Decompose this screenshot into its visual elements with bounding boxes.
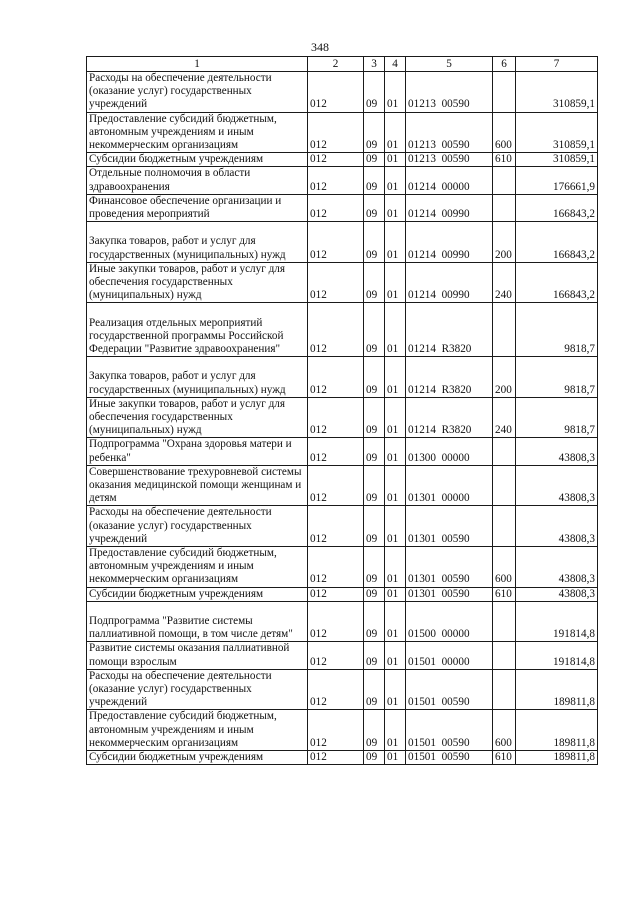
row-name-cell: Подпрограмма "Охрана здоровья матери и ребенка" (87, 438, 308, 465)
row-target-article-cell: 01214 00990 (406, 194, 493, 221)
row-expense-type-cell: 610 (493, 587, 516, 601)
row-expense-type-cell: 610 (493, 153, 516, 167)
table-header (87, 57, 598, 72)
table-row (87, 397, 598, 438)
row-expense-type-cell: 240 (493, 262, 516, 303)
header-col-4: 4 (385, 57, 406, 72)
row-subsection-cell: 01 (385, 506, 406, 547)
row-section-cell: 09 (364, 194, 385, 221)
header-col-2: 2 (308, 57, 364, 72)
row-section-cell: 09 (364, 547, 385, 588)
row-target-article-cell: 01300 00000 (406, 438, 493, 465)
row-name-cell: Реализация отдельных мероприятий государственной программы Российской Федерации "Развитие здравоохранения" (87, 303, 308, 357)
row-amount-cell: 310859,1 (516, 112, 598, 153)
row-section-cell: 09 (364, 438, 385, 465)
row-expense-type-cell (493, 465, 516, 506)
page-number: 348 (311, 40, 329, 54)
row-subsection-cell: 01 (385, 397, 406, 438)
row-grbs-cell: 012 (308, 587, 364, 601)
row-subsection-cell: 01 (385, 465, 406, 506)
table-row (87, 751, 598, 765)
table-row (87, 303, 598, 357)
row-target-article-cell: 01213 00590 (406, 153, 493, 167)
row-amount-cell: 310859,1 (516, 153, 598, 167)
row-expense-type-cell: 600 (493, 112, 516, 153)
header-col-6: 6 (493, 57, 516, 72)
row-target-article-cell: 01214 R3820 (406, 303, 493, 357)
row-section-cell: 09 (364, 751, 385, 765)
row-name-cell: Иные закупки товаров, работ и услуг для обеспечения государственных (муниципальных) нужд (87, 262, 308, 303)
table-row (87, 587, 598, 601)
table-row (87, 357, 598, 398)
row-subsection-cell: 01 (385, 222, 406, 263)
row-name-cell: Предоставление субсидий бюджетным, автономным учреждениям и иным некоммерческим организациям (87, 112, 308, 153)
table-row (87, 642, 598, 669)
row-grbs-cell: 012 (308, 669, 364, 710)
row-grbs-cell: 012 (308, 601, 364, 642)
row-section-cell: 09 (364, 262, 385, 303)
row-grbs-cell: 012 (308, 194, 364, 221)
row-amount-cell: 43808,3 (516, 438, 598, 465)
row-amount-cell: 43808,3 (516, 587, 598, 601)
table-row (87, 262, 598, 303)
row-grbs-cell: 012 (308, 357, 364, 398)
row-subsection-cell: 01 (385, 72, 406, 113)
table-row (87, 465, 598, 506)
row-amount-cell: 9818,7 (516, 303, 598, 357)
row-name-cell: Предоставление субсидий бюджетным, автономным учреждениям и иным некоммерческим организациям (87, 547, 308, 588)
row-section-cell: 09 (364, 112, 385, 153)
row-target-article-cell: 01301 00590 (406, 506, 493, 547)
row-target-article-cell: 01213 00590 (406, 112, 493, 153)
row-name-cell: Закупка товаров, работ и услуг для государственных (муниципальных) нужд (87, 222, 308, 263)
row-expense-type-cell (493, 303, 516, 357)
row-grbs-cell: 012 (308, 262, 364, 303)
row-amount-cell: 189811,8 (516, 669, 598, 710)
row-expense-type-cell: 610 (493, 751, 516, 765)
row-target-article-cell: 01213 00590 (406, 72, 493, 113)
table-row (87, 438, 598, 465)
row-grbs-cell: 012 (308, 153, 364, 167)
row-grbs-cell: 012 (308, 397, 364, 438)
row-grbs-cell: 012 (308, 167, 364, 194)
row-name-cell: Закупка товаров, работ и услуг для государственных (муниципальных) нужд (87, 357, 308, 398)
row-subsection-cell: 01 (385, 112, 406, 153)
row-subsection-cell: 01 (385, 153, 406, 167)
row-amount-cell: 176661,9 (516, 167, 598, 194)
row-grbs-cell: 012 (308, 710, 364, 751)
row-target-article-cell: 01500 00000 (406, 601, 493, 642)
row-expense-type-cell (493, 167, 516, 194)
header-col-1: 1 (87, 57, 308, 72)
table-row (87, 167, 598, 194)
row-amount-cell: 166843,2 (516, 222, 598, 263)
row-grbs-cell: 012 (308, 72, 364, 113)
row-grbs-cell: 012 (308, 465, 364, 506)
row-subsection-cell: 01 (385, 357, 406, 398)
row-subsection-cell: 01 (385, 601, 406, 642)
row-name-cell: Иные закупки товаров, работ и услуг для обеспечения государственных (муниципальных) нужд (87, 397, 308, 438)
row-section-cell: 09 (364, 587, 385, 601)
row-section-cell: 09 (364, 642, 385, 669)
row-amount-cell: 191814,8 (516, 642, 598, 669)
row-section-cell: 09 (364, 465, 385, 506)
table-row (87, 153, 598, 167)
row-amount-cell: 43808,3 (516, 547, 598, 588)
header-row (87, 57, 598, 72)
row-target-article-cell: 01501 00590 (406, 710, 493, 751)
row-subsection-cell: 01 (385, 262, 406, 303)
row-name-cell: Субсидии бюджетным учреждениям (87, 587, 308, 601)
row-subsection-cell: 01 (385, 751, 406, 765)
row-target-article-cell: 01301 00000 (406, 465, 493, 506)
row-grbs-cell: 012 (308, 303, 364, 357)
table-row (87, 710, 598, 751)
row-expense-type-cell: 200 (493, 222, 516, 263)
row-target-article-cell: 01501 00000 (406, 642, 493, 669)
table-row (87, 222, 598, 263)
row-subsection-cell: 01 (385, 438, 406, 465)
header-col-3: 3 (364, 57, 385, 72)
row-name-cell: Расходы на обеспечение деятельности (оказание услуг) государственных учреждений (87, 506, 308, 547)
row-target-article-cell: 01301 00590 (406, 587, 493, 601)
table-row (87, 72, 598, 113)
row-grbs-cell: 012 (308, 506, 364, 547)
row-expense-type-cell (493, 506, 516, 547)
table-row (87, 112, 598, 153)
row-section-cell: 09 (364, 506, 385, 547)
row-grbs-cell: 012 (308, 642, 364, 669)
row-subsection-cell: 01 (385, 547, 406, 588)
row-subsection-cell: 01 (385, 710, 406, 751)
row-grbs-cell: 012 (308, 112, 364, 153)
row-amount-cell: 189811,8 (516, 751, 598, 765)
row-amount-cell: 43808,3 (516, 465, 598, 506)
row-name-cell: Подпрограмма "Развитие системы паллиативной помощи, в том числе детям" (87, 601, 308, 642)
row-section-cell: 09 (364, 222, 385, 263)
table-row (87, 194, 598, 221)
row-subsection-cell: 01 (385, 669, 406, 710)
row-expense-type-cell: 600 (493, 547, 516, 588)
row-expense-type-cell (493, 601, 516, 642)
row-section-cell: 09 (364, 397, 385, 438)
header-col-7: 7 (516, 57, 598, 72)
row-amount-cell: 43808,3 (516, 506, 598, 547)
row-name-cell: Отдельные полномочия в области здравоохранения (87, 167, 308, 194)
row-amount-cell: 310859,1 (516, 72, 598, 113)
header-col-5: 5 (406, 57, 493, 72)
row-amount-cell: 9818,7 (516, 397, 598, 438)
row-name-cell: Совершенствование трехуровневой системы оказания медицинской помощи женщинам и детям (87, 465, 308, 506)
row-name-cell: Субсидии бюджетным учреждениям (87, 153, 308, 167)
row-section-cell: 09 (364, 167, 385, 194)
row-section-cell: 09 (364, 601, 385, 642)
row-name-cell: Субсидии бюджетным учреждениям (87, 751, 308, 765)
row-section-cell: 09 (364, 72, 385, 113)
row-target-article-cell: 01501 00590 (406, 751, 493, 765)
row-target-article-cell: 01214 00990 (406, 222, 493, 263)
row-grbs-cell: 012 (308, 438, 364, 465)
row-target-article-cell: 01214 00000 (406, 167, 493, 194)
row-amount-cell: 166843,2 (516, 262, 598, 303)
row-section-cell: 09 (364, 303, 385, 357)
row-amount-cell: 9818,7 (516, 357, 598, 398)
row-subsection-cell: 01 (385, 194, 406, 221)
budget-table (86, 56, 598, 765)
row-amount-cell: 189811,8 (516, 710, 598, 751)
row-target-article-cell: 01214 00990 (406, 262, 493, 303)
row-grbs-cell: 012 (308, 222, 364, 263)
row-name-cell: Развитие системы оказания паллиативной помощи взрослым (87, 642, 308, 669)
table-row (87, 506, 598, 547)
row-section-cell: 09 (364, 357, 385, 398)
row-target-article-cell: 01214 R3820 (406, 397, 493, 438)
row-section-cell: 09 (364, 153, 385, 167)
row-name-cell: Расходы на обеспечение деятельности (оказание услуг) государственных учреждений (87, 669, 308, 710)
row-expense-type-cell: 200 (493, 357, 516, 398)
row-grbs-cell: 012 (308, 547, 364, 588)
row-expense-type-cell (493, 642, 516, 669)
table-row (87, 669, 598, 710)
row-name-cell: Финансовое обеспечение организации и проведения мероприятий (87, 194, 308, 221)
row-subsection-cell: 01 (385, 642, 406, 669)
row-grbs-cell: 012 (308, 751, 364, 765)
table-row (87, 601, 598, 642)
table-body (87, 72, 598, 765)
row-section-cell: 09 (364, 710, 385, 751)
row-name-cell: Предоставление субсидий бюджетным, автономным учреждениям и иным некоммерческим организациям (87, 710, 308, 751)
row-expense-type-cell (493, 72, 516, 113)
row-name-cell: Расходы на обеспечение деятельности (оказание услуг) государственных учреждений (87, 72, 308, 113)
table-row (87, 547, 598, 588)
row-expense-type-cell (493, 438, 516, 465)
row-amount-cell: 166843,2 (516, 194, 598, 221)
row-subsection-cell: 01 (385, 587, 406, 601)
row-section-cell: 09 (364, 669, 385, 710)
row-target-article-cell: 01214 R3820 (406, 357, 493, 398)
row-expense-type-cell: 240 (493, 397, 516, 438)
row-target-article-cell: 01501 00590 (406, 669, 493, 710)
row-expense-type-cell (493, 669, 516, 710)
row-expense-type-cell (493, 194, 516, 221)
row-target-article-cell: 01301 00590 (406, 547, 493, 588)
row-subsection-cell: 01 (385, 303, 406, 357)
row-amount-cell: 191814,8 (516, 601, 598, 642)
row-subsection-cell: 01 (385, 167, 406, 194)
row-expense-type-cell: 600 (493, 710, 516, 751)
